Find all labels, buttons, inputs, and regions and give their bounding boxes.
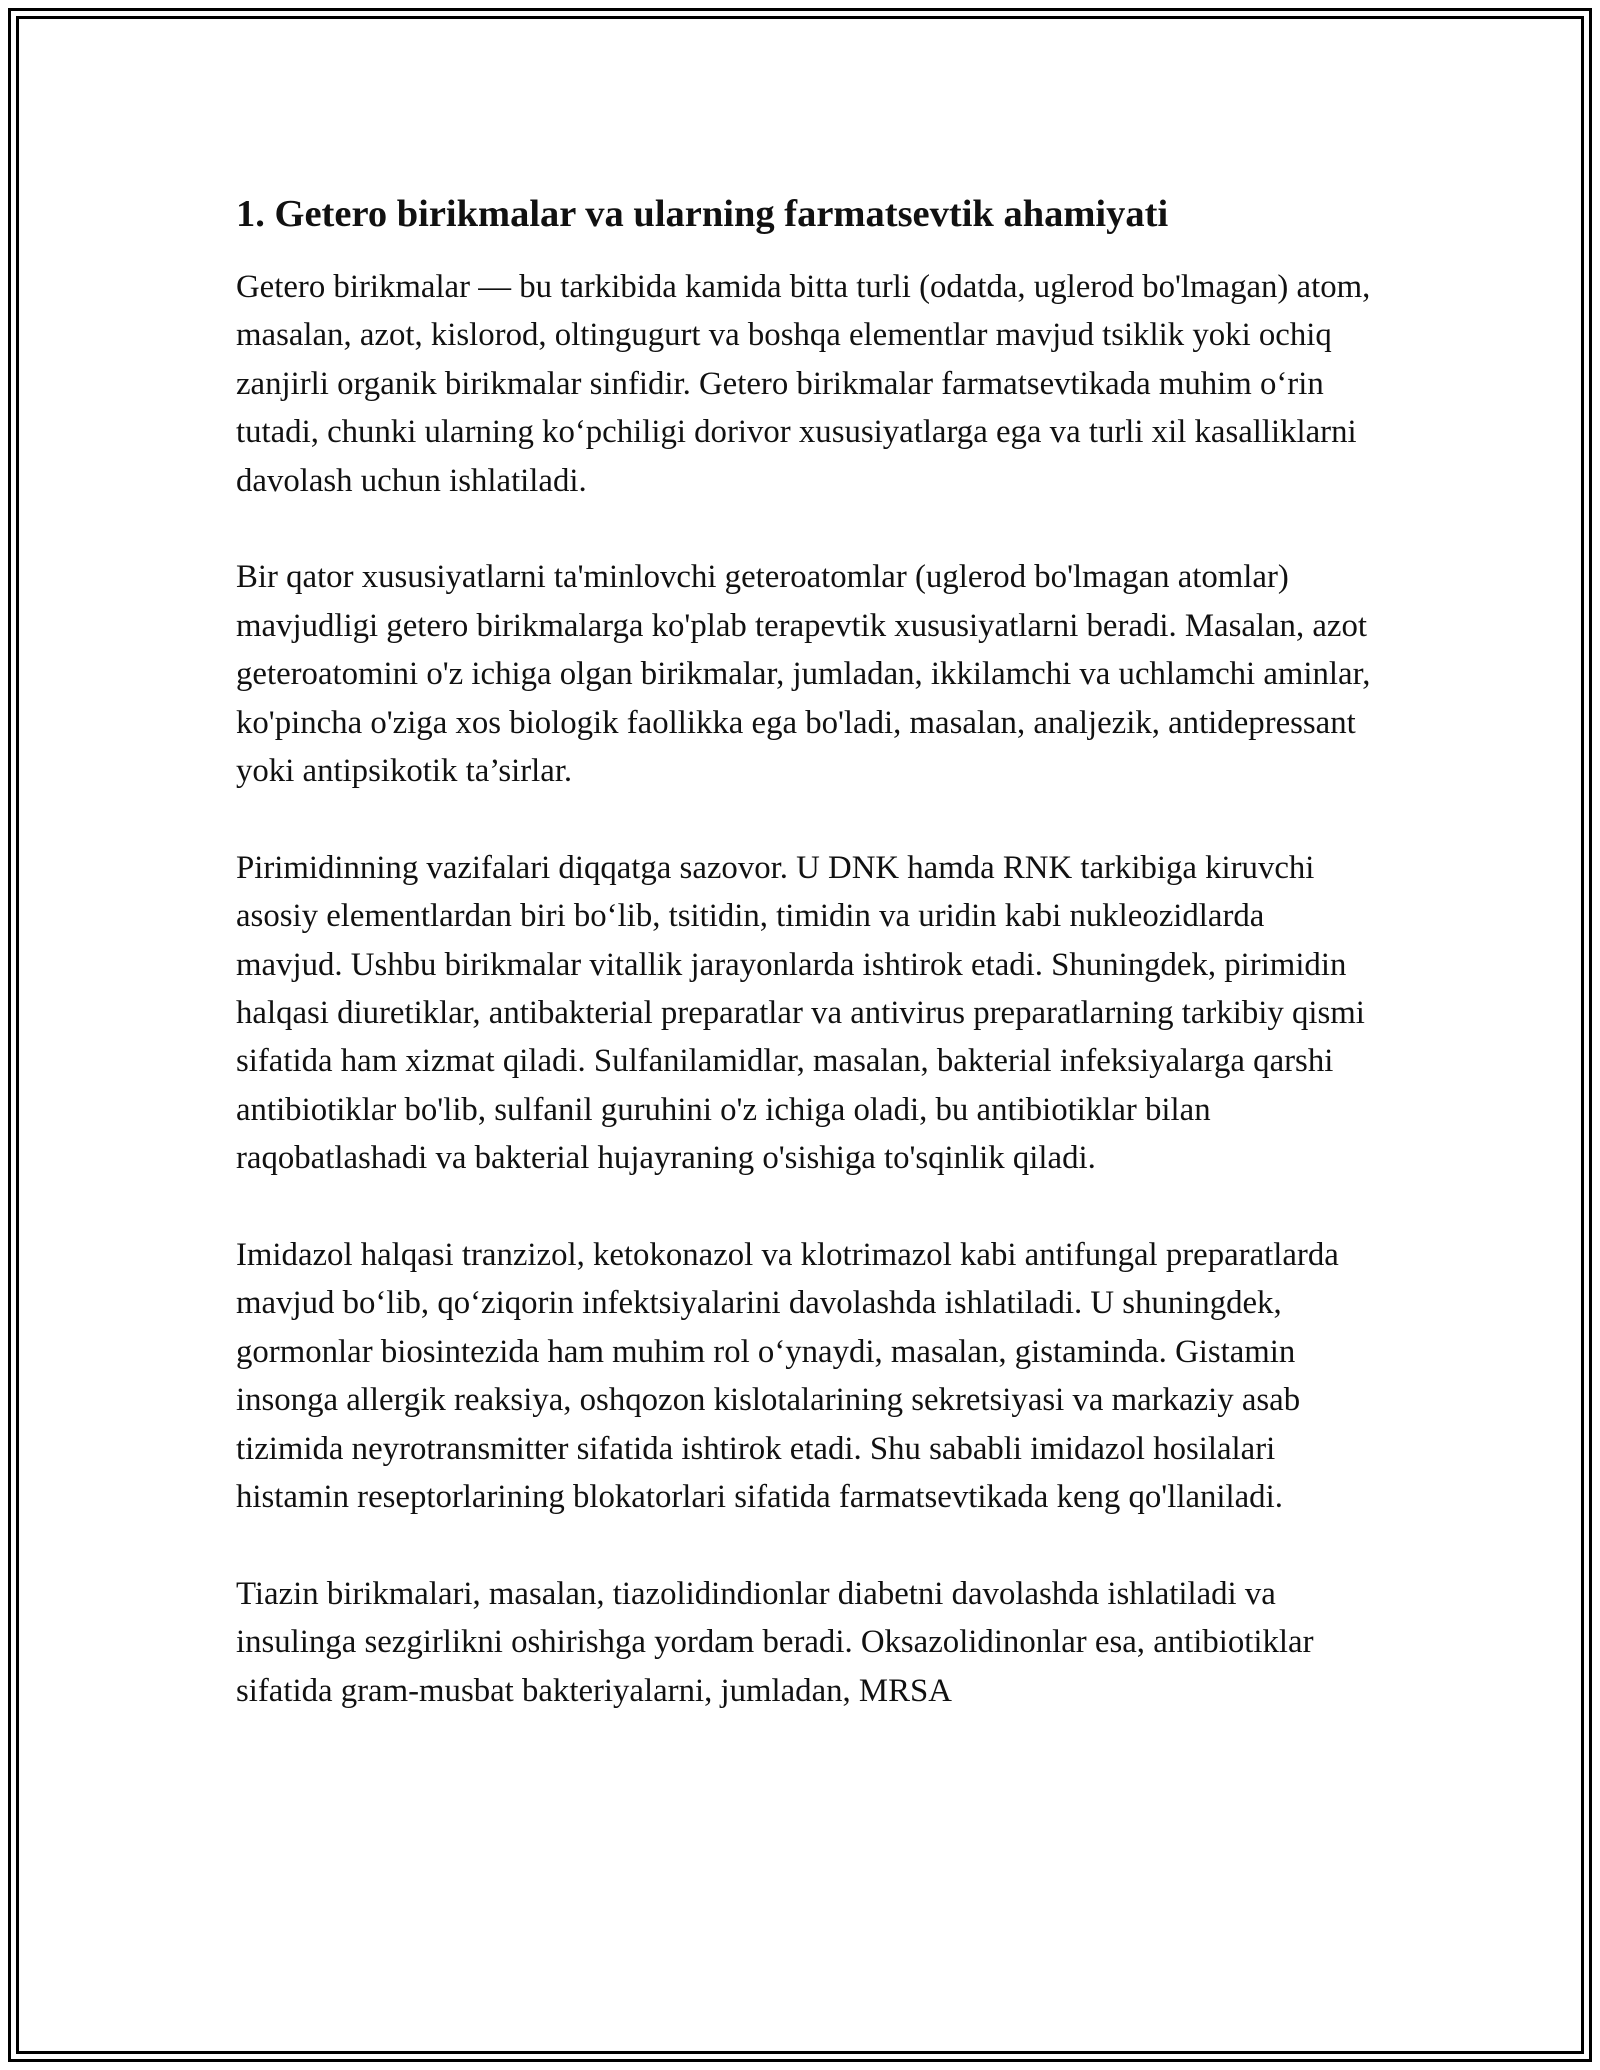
document-body [236,190,1376,1764]
paragraph-heteroatoms: Bir qator xususiyatlarni ta'minlovchi geteroatomlar (uglerod bo'lmagan atomlar) mavjudligi getero birikmalarga ko'plab terapevtik xususiyatlarni beradi. Masalan, azot geteroatomini o'z ichiga olgan birikmalar, jumladan, ikkilamchi va uchlamchi aminlar, ko'pincha o'ziga xos biologik faollikka ega bo'ladi, masalan, analjezik, antidepressant yoki antipsikotik ta’sirlar. [236,559,1371,790]
paragraph-imidazole: Imidazol halqasi tranzizol, ketokonazol va klotrimazol kabi antifungal preparatlarda mavjud bo‘lib, qo‘ziqorin infektsiyalarini davolashda ishlatiladi. U shuningdek, gormonlar biosintezida ham muhim rol o‘ynaydi, masalan, gistaminda. Gistamin insonga allergik reaksiya, oshqozon kislotalarining sekretsiyasi va markaziy asab tizimida neyrotransmitter sifatida ishtirok etadi. Shu sababli imidazol hosilalari histamin reseptorlarining blokatorlari sifatida farmatsevtikada keng qo'llaniladi. [236,1237,1339,1516]
paragraph-pyrimidine: Pirimidinning vazifalari diqqatga sazovor. U DNK hamda RNK tarkibiga kiruvchi asosiy elementlardan biri bo‘lib, tsitidin, timidin va uridin kabi nukleozidlarda mavjud. Ushbu birikmalar vitallik jarayonlarda ishtirok etadi. Shuningdek, pirimidin halqasi diuretiklar, antibakterial preparatlar va antivirus preparatlarning tarkibiy qismi sifatida ham xizmat qiladi. Sulfanilamidlar, masalan, bakterial infeksiyalarga qarshi antibiotiklar bo'lib, sulfanil guruhini o'z ichiga oladi, bu antibiotiklar bilan raqobatlashadi va bakterial hujayraning o'sishiga to'sqinlik qiladi. [236,849,1365,1177]
section-heading: 1. Getero birikmalar va ularning farmatsevtik ahamiyati [236,193,1169,235]
paragraph-definition: Getero birikmalar — bu tarkibida kamida bitta turli (odatda, uglerod bo'lmagan) atom, masalan, azot, kislorod, oltingugurt va boshqa elementlar mavjud tsiklik yoki ochiq zanjirli organik birikmalar sinfidir. Getero birikmalar farmatsevtikada muhim o‘rin tutadi, chunki ularning ko‘pchiligi dorivor xususiyatlarga ega va turli xil kasalliklarni davolash uchun ishlatiladi. [236,269,1371,499]
paragraph-thiazine: Tiazin birikmalari, masalan, tiazolidindionlar diabetni davolashda ishlatiladi va insulinga sezgirlikni oshirishga yordam beradi. Oksazolidinonlar esa, antibiotiklar sifatida gram-musbat bakteriyalarni, jumladan, MRSA [236,1575,1314,1709]
